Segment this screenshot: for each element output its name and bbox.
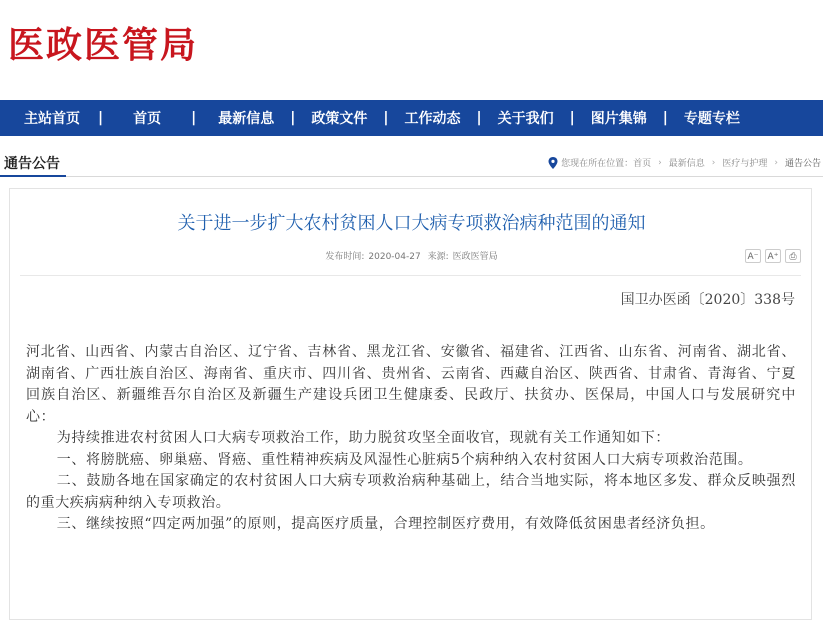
breadcrumb-latest-info[interactable]: 最新信息	[668, 159, 705, 169]
nav-item-special-topics[interactable]: 专题专栏	[683, 111, 740, 127]
breadcrumb-current: 通告公告	[784, 159, 821, 169]
font-decrease-button[interactable]: A⁻	[745, 249, 761, 263]
body-paragraph-recipients: 河北省、山西省、内蒙古自治区、辽宁省、吉林省、黑龙江省、安徽省、福建省、江西省、山东省、河南省、湖北省、湖南省、广西壮族自治区、海南省、重庆市、四川省、贵州省、云南省、西藏自治区、陕西省、甘肃省、青海省、宁夏回族自治区、新疆维吾尔自治区及新疆生产建设兵团卫生健康委、民政厅、扶贫办、医保局，中国人口与发展研究中心：	[26, 344, 796, 425]
document-number: 国卫办医函〔2020〕338号	[620, 292, 795, 308]
nav-separator: |	[476, 110, 482, 126]
body-paragraph-intro: 为持续推进农村贫困人口大病专项救治工作，助力脱贫攻坚全面收官，现就有关工作通知如下：	[56, 430, 670, 446]
breadcrumb-arrow-icon: ›	[711, 157, 716, 168]
nav-separator: |	[383, 110, 389, 126]
nav-separator: |	[98, 110, 104, 126]
nav-item-main-home[interactable]: 主站首页	[24, 111, 80, 127]
breadcrumb-medical-nursing[interactable]: 医疗与护理	[722, 159, 768, 169]
breadcrumb-home[interactable]: 首页	[633, 159, 652, 169]
section-title: 通告公告	[4, 156, 60, 172]
font-increase-button[interactable]: A⁺	[765, 249, 781, 263]
nav-item-work-news[interactable]: 工作动态	[404, 111, 461, 127]
nav-item-home[interactable]: 首页	[133, 111, 162, 127]
body-paragraph-item-1: 一、将膀胱癌、卵巢癌、肾癌、重性精神疾病及风湿性心脏病5个病种纳入农村贫困人口大病专项救治范围。	[56, 451, 753, 468]
body-paragraph-item-2: 二、鼓励各地在国家确定的农村贫困人口大病专项救治病种基础上，结合当地实际，将本地区多发、群众反映强烈的重大疾病病种纳入专项救治。	[26, 473, 796, 511]
nav-item-latest-info[interactable]: 最新信息	[218, 111, 275, 127]
source-value: 医政医管局	[452, 252, 498, 262]
font-tools	[745, 249, 801, 263]
breadcrumb-prefix: 您现在所在位置：	[561, 159, 634, 169]
nav-separator: |	[290, 110, 296, 126]
print-icon[interactable]: ⎙	[785, 249, 801, 263]
article-body	[26, 342, 796, 536]
section-header	[0, 148, 823, 177]
nav-item-about-us[interactable]: 关于我们	[497, 111, 554, 127]
nav-item-policy-docs[interactable]: 政策文件	[311, 111, 368, 127]
publish-date: 2020-04-27	[368, 252, 421, 262]
breadcrumb-arrow-icon: ›	[774, 157, 778, 168]
source-label: 来源:	[427, 252, 449, 262]
nav-separator: |	[662, 110, 668, 126]
nav-separator: |	[569, 110, 575, 126]
breadcrumb	[548, 156, 821, 169]
section-title-underline	[0, 175, 66, 177]
breadcrumb-arrow-icon: ›	[658, 157, 662, 168]
main-nav	[0, 100, 823, 136]
article-title: 关于进一步扩大农村贫困人口大病专项救治病种范围的通知	[177, 213, 646, 234]
body-paragraph-item-3: 三、继续按照“四定两加强”的原则，提高医疗质量，合理控制医疗费用，有效降低贫困患者经济负担。	[56, 516, 715, 532]
article-panel	[9, 188, 812, 620]
publish-label: 发布时间:	[325, 252, 365, 262]
meta-divider	[20, 275, 801, 276]
nav-item-photo-gallery[interactable]: 图片集锦	[590, 111, 647, 127]
nav-separator: |	[191, 110, 197, 126]
article-meta	[10, 249, 813, 262]
site-logo[interactable]: 医政医管局	[8, 25, 199, 66]
location-pin-icon	[548, 157, 558, 169]
